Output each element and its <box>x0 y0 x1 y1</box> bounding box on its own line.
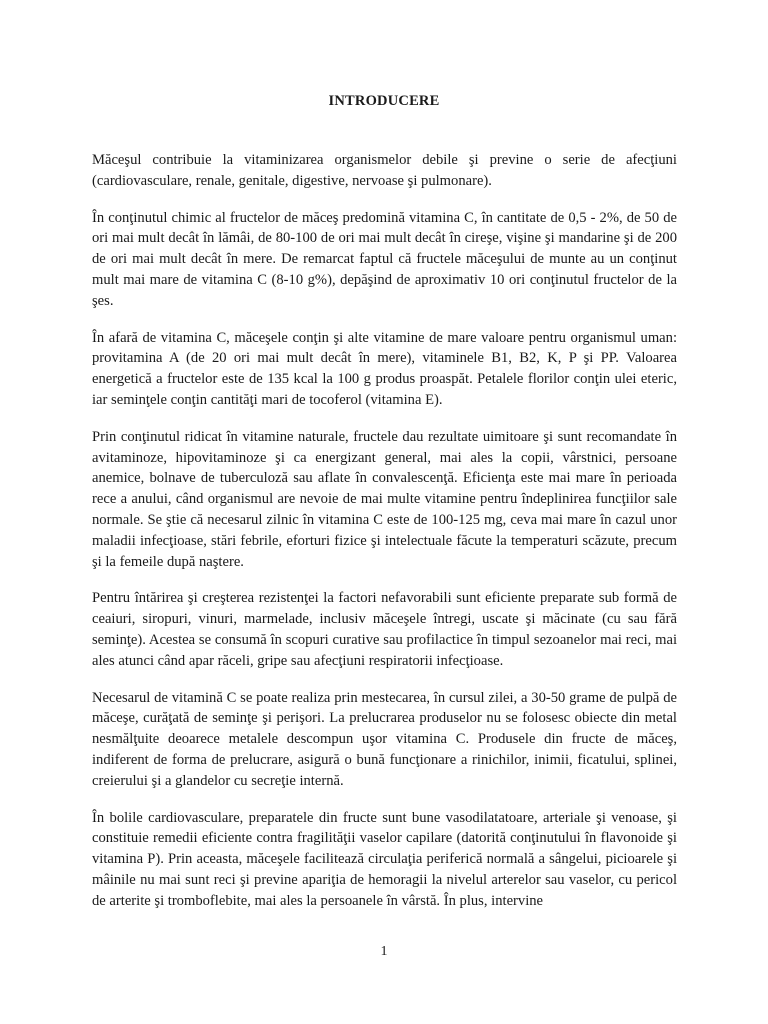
paragraph-5: Pentru întărirea şi creşterea rezistenţei la factori nefavorabili sunt eficiente preparate sub formă de ceaiuri, siropuri, vinuri, marmelade, inclusiv măceşele întregi, uscate şi măcinate (cu sau fără seminţe). Acestea se consumă în scopuri curative sau profilactice în timpul sezoanelor mai reci, mai ales atunci când apar răceli, gripe sau afecţiuni respiratorii infecţioase. <box>92 590 677 669</box>
paragraph-6: Necesarul de vitamină C se poate realiza prin mestecarea, în cursul zilei, a 30-50 grame de pulpă de măceşe, curăţată de seminţe şi perişori. La prelucrarea produselor nu se folosesc obiecte din metal nesmălţuite deoarece metalele descompun uşor vitamina C. Produsele din fructe de măceş, indiferent de forma de prelucrare, asigură o bună funcţionare a rinichilor, inimii, ficatului, splinei, creierului şi a glandelor cu secreţie internă. <box>92 689 677 789</box>
paragraph-7: În bolile cardiovasculare, preparatele din fructe sunt bune vasodilatatoare, arteriale şi venoase, şi constituie remedii eficiente contra fragilităţii vaselor capilare (datorită conţinutului în flavonoide şi vitamina P). Prin aceasta, măceşele facilitează circulaţia periferică normală a sângelui, picioarele şi mâinile nu mai sunt reci şi previne apariţia de hemoragii la nivelul arterelor sau vaselor, cu pericol de arterite şi tromboflebite, mai ales la persoanele în vârstă. În plus, intervine <box>92 809 677 909</box>
paragraph-3: În afară de vitamina C, măceşele conţin şi alte vitamine de mare valoare pentru organismul uman: provitamina A (de 20 ori mai mult decât în mere), vitaminele B1, B2, K, P şi PP. Valoarea energetică a fructelor este de 135 kcal la 100 g produs proaspăt. Petalele florilor conţin ulei eteric, iar seminţele conţin cantităţi mari de tocoferol (vitamina E). <box>92 329 677 408</box>
paragraph-2: În conţinutul chimic al fructelor de măceş predomină vitamina C, în cantitate de 0,5 - 2%, de 50 de ori mai mult decât în lămâi, de 80-100 de ori mai mult decât în cireşe, vişine şi mandarine şi de 200 de ori mai mult decât în mere. De remarcat faptul că fructele măceşului de munte au un conţinut mult mai mare de vitamina C (8-10 g%), depăşind de aproximativ 10 ori conţinutul fructelor de la şes. <box>92 209 677 309</box>
paragraph-4: Prin conţinutul ridicat în vitamine naturale, fructele dau rezultate uimitoare şi sunt recomandate în avitaminoze, hipovitaminoze şi ca energizant general, mai ales la copii, vârstnici, persoane anemice, bolnave de tuberculoză sau aflate în convalescenţă. Eficienţa este mai mare în perioada rece a anului, când organismul are nevoie de mai multe vitamine pentru îndeplinirea funcţiilor sale normale. Se ştie că necesarul zilnic în vitamina C este de 100-125 mg, ceva mai mare în cazul unor maladii infecţioase, stări febrile, eforturi fizice şi intelectuale făcute la temperaturi scăzute, precum şi la femeile după naştere. <box>92 428 677 570</box>
page-number: 1 <box>380 944 388 959</box>
paragraph-1: Măceşul contribuie la vitaminizarea organismelor debile şi previne o serie de afecţiuni (cardiovasculare, renale, genitale, digestive, nervoase şi pulmonare). <box>92 152 677 189</box>
document-body <box>92 150 677 928</box>
document-title: INTRODUCERE <box>328 93 440 109</box>
